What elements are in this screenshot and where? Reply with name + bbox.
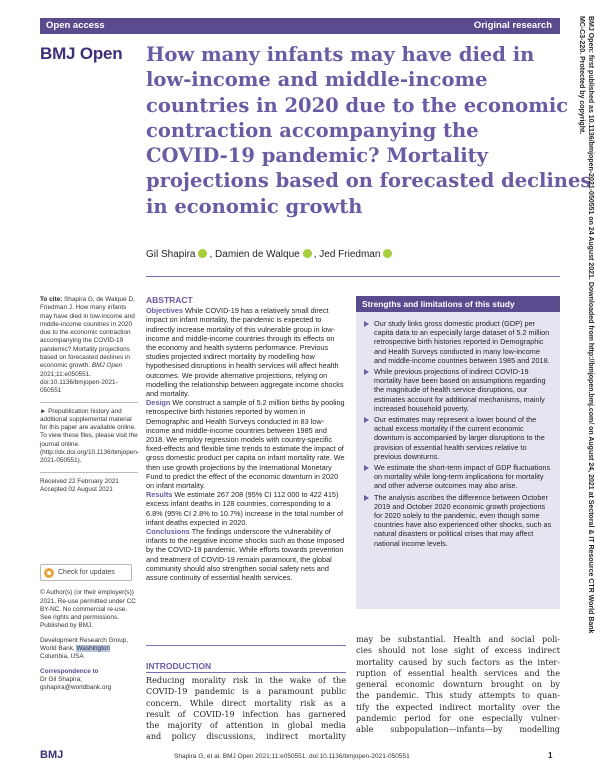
strength-item: While previous projections of indirect COVID-19 mortality have been based on assumptions regarding the magnitude of health service disruptions, our estimates account for additional mechanisms, mainly increased household poverty. [364, 367, 554, 413]
footer-logo[interactable]: BMJ [40, 749, 64, 761]
title-line: countries in 2020 due to the economic [146, 93, 569, 117]
title-line: low-income and middle-income [146, 68, 488, 92]
title-line: How many infants may have died in [146, 43, 535, 66]
author-name[interactable]: Gil Shapira [146, 249, 196, 260]
vertical-notice-line: BMJ Open: first published as 10.1136/bmjopen-2021-050551 on 24 August 2021. Downloaded from http://bmjopen.bmj.com/ on August 24, 2021 at Sectoral & IT Resource CTR World Bank [587, 16, 594, 634]
footer-citation: Shapira G, et al. BMJ Open 2021;11:e050551. doi:10.1136/bmjopen-2021-050551 [174, 753, 410, 760]
strength-item: Our study links gross domestic product (GDP) per capita data to an especially large dataset of 5.2 million retrospective birth histories reported in Demographic and Health Surveys conducted in many low-income and middle-income countries between 1985 and 2018. [364, 319, 554, 365]
check-updates-label: Check for updates [58, 568, 115, 576]
body-line: the pandemic. This study attempts to quan- [356, 690, 560, 701]
body-line: able subpopulation—infants—by modelling [356, 724, 560, 735]
sidebar-spacer [40, 500, 138, 556]
correspondence-email[interactable]: gshapira@worldbank.org [40, 684, 112, 692]
abstract-divider [146, 645, 346, 646]
page-number: 1 [548, 751, 553, 760]
strengths-list [356, 312, 560, 548]
body-line: tify the expected indirect mortality over the [356, 701, 560, 712]
title-line: contraction accompanying the [146, 118, 479, 142]
body-line: general economic downturn brought on by [356, 679, 560, 690]
conclusions-label: Conclusions [146, 527, 190, 537]
author-list: Gil Shapira , Damien de Walque , Jed Friedman [146, 249, 394, 260]
abstract-conclusions [146, 527, 346, 582]
crossmark-icon [44, 568, 54, 578]
abstract-section [146, 296, 346, 582]
affiliation-pre: Development Research Group, World Bank, [40, 636, 129, 653]
objectives-label: Objectives [146, 306, 183, 316]
strengths-box [356, 296, 560, 609]
conclusions-text: The findings underscore the vulnerability of infants to the negative income shocks such as those imposed by the COVID-19 pandemic. While efforts towards prevention and treatment of COVID-19 remain paramount, the global community should also strengthen social safety nets and assure continuity of essential health services. [146, 527, 345, 583]
sidebar-divider [40, 472, 138, 473]
title-line: projections based on forecasted declines [146, 169, 592, 193]
abstract-objectives [146, 306, 346, 398]
design-label: Design [146, 398, 171, 408]
strengths-heading: Strengths and limitations of this study [356, 296, 560, 312]
article-type-label: Original research [473, 20, 552, 31]
accepted-date: Accepted 02 August 2021 [40, 485, 113, 493]
abstract-heading: ABSTRACT [146, 295, 193, 305]
affiliation-post: Columbia, USA [40, 653, 84, 661]
strength-item: Our estimates may represent a lower bound of the actual excess mortality if the current economic downturn is accompanied by larger disruptions to the provision of essential health services relative to previous downturns. [364, 415, 554, 461]
body-line: ruption of essential health services and the [356, 667, 560, 678]
correspondence-name: Dr Gil Shapira; [40, 675, 82, 683]
title-line: COVID-19 pandemic? Mortality [146, 144, 488, 168]
right-column-body [356, 634, 560, 736]
cite-ref: 2021;11:e050551. doi:10.1136/bmjopen-2021-050551 [40, 370, 118, 395]
affiliation [40, 637, 138, 662]
article-sidebar [40, 296, 138, 693]
author-name[interactable]: Jed Friedman [319, 249, 381, 260]
results-label: Results [146, 490, 173, 500]
body-line: COVID-19 pandemic is a paramount public [146, 686, 346, 697]
strength-item: We estimate the short-term impact of GDP fluctuations on mortality while long-term implications for mortality and other adverse outcomes may also arise. [364, 463, 554, 491]
abstract-design [146, 398, 346, 490]
abstract-results [146, 490, 346, 527]
correspondence-heading: Correspondence to [40, 667, 99, 675]
results-text: We estimate 267 208 (95% CI 112 000 to 422 415) excess infant deaths in 128 countries, corresponding to a 6.8% (95% CI 2.8% to 10.7%) increase in the total number of infant deaths expected in 2020. [146, 490, 344, 527]
citation-block [40, 296, 138, 396]
orcid-icon[interactable] [198, 249, 207, 258]
introduction-body [146, 675, 346, 743]
received-date: Received 22 February 2021 [40, 477, 119, 485]
body-line: result of COVID-19 infection has garnered [146, 708, 346, 719]
body-line: Reducing morality risk in the wake of the [146, 675, 346, 685]
title-line: in economic growth [146, 194, 363, 218]
orcid-icon[interactable] [303, 249, 312, 258]
body-line: cies should not lose sight of excess indirect [356, 645, 560, 656]
cite-journal: BMJ Open [91, 362, 123, 370]
affiliation-highlight: Washington [76, 645, 110, 653]
introduction-divider [146, 672, 346, 673]
body-line: mortality caused by such factors as the inter- [356, 656, 560, 667]
prepub-note[interactable]: ► Prepublication history and additional supplemental material for this paper are available online. To view these files, please visit the journal online. (http://dx.doi.org/10.1136/bmjopen-2021-050551). [40, 407, 139, 465]
body-line: the majority of attention in global media [146, 720, 346, 731]
title-divider [146, 276, 560, 277]
vertical-download-notice [578, 16, 595, 756]
cite-text: Shapira G, de Walque D, Friedman J. How many infants may have died in low-income and middle-income countries in 2020 due to the economic contraction accompanying the COVID-19 pandemic? Mortality projections based on forecasted declines in economic growth. [40, 296, 135, 370]
body-line: concern. While direct mortality risk as a [146, 697, 346, 708]
body-line: and policy discussions, indirect mortality [146, 731, 346, 742]
body-line: pandemic period for one especially vulner- [356, 713, 560, 724]
orcid-icon[interactable] [383, 249, 392, 258]
design-text: We construct a sample of 5.2 million births by pooling retrospective birth histories reported by women in Demographic and Health Surveys conducted in 83 low-income and middle-income countries between 1985 and 2018. We employ regression models with country-specific fixed-effects and flexible time trends to estimate the impact of gross domestic product per capita on infant mortality rate. We then use growth projections by the International Monetary Fund to predict the effect of the economic downturn in 2020 on infant mortality. [146, 398, 345, 491]
top-banner [40, 18, 560, 34]
strength-item: The analysis ascribes the difference between October 2019 and October 2020 economic growth projections for 2020 solely to the pandemic, even though some countries have also experienced other shocks, such as natural disasters or political crises that may affect national income levels. [364, 493, 554, 548]
introduction-heading: INTRODUCTION [146, 661, 212, 671]
body-line: may be substantial. Health and social poli- [356, 634, 560, 644]
cite-label: To cite: [40, 296, 63, 303]
check-updates-button[interactable] [40, 564, 132, 581]
vertical-notice-line: MC-C3-220. Protected by copyright. [578, 16, 585, 135]
objectives-text: While COVID-19 has a relatively small direct impact on infant mortality, the pandemic is expected to indirectly increase mortality of this vulnerable group in low-income and middle-income countries through its effects on the economy and health systems performance. Previous studies projected indirect mortality by modelling how hypothesised disruptions in health services will affect health outcomes. We provide alternative projections, relying on modelling the relationship between aggregate income shocks and mortality. [146, 306, 344, 399]
copyright-note: © Author(s) (or their employer(s)) 2021. Re-use permitted under CC BY-NC. No commercial re-use. See rights and permissions. Published by BMJ. [40, 589, 136, 630]
author-name[interactable]: Damien de Walque [215, 249, 300, 260]
journal-logo[interactable]: BMJ Open [40, 44, 123, 63]
sidebar-divider [40, 402, 138, 403]
open-access-label: Open access [46, 20, 105, 31]
